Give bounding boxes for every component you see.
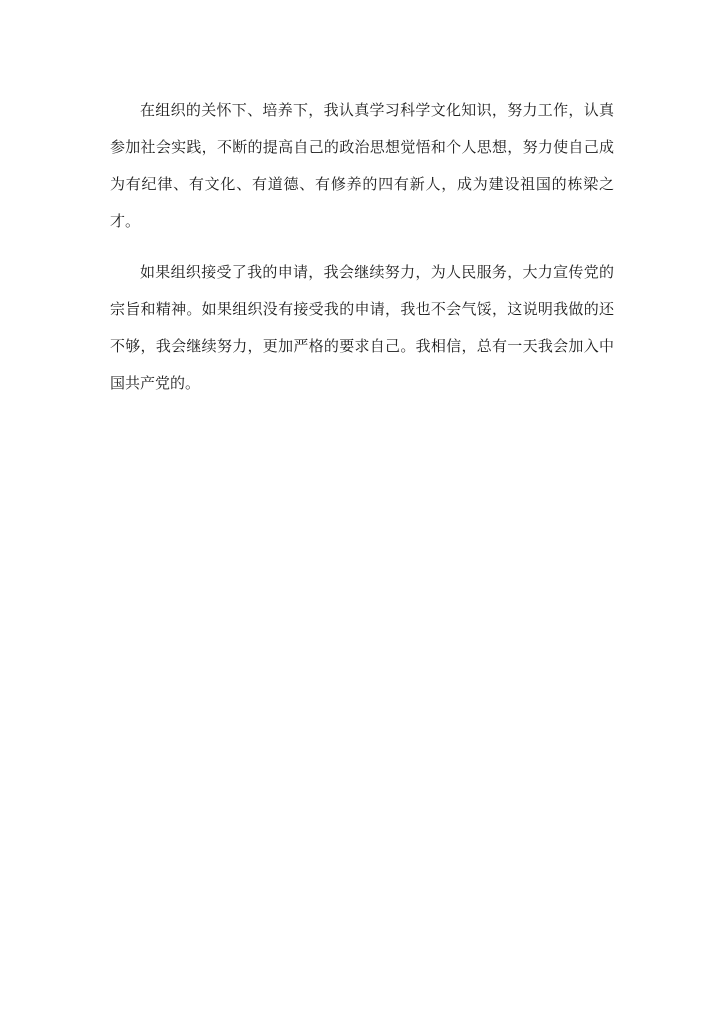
paragraph-1: 在组织的关怀下、培养下，我认真学习科学文化知识，努力工作，认真参加社会实践，不断的提高自己的政治思想觉悟和个人思想，努力使自己成为有纪律、有文化、有道德、有修养的四有新人，成为建设祖国的栋梁之才。 [110,101,614,230]
document-body [110,92,614,416]
paragraph-2: 如果组织接受了我的申请，我会继续努力，为人民服务，大力宣传党的宗旨和精神。如果组织没有接受我的申请，我也不会气馁，这说明我做的还不够，我会继续努力，更加严格的要求自己。我相信，总有一天我会加入中国共产党的。 [110,263,614,392]
